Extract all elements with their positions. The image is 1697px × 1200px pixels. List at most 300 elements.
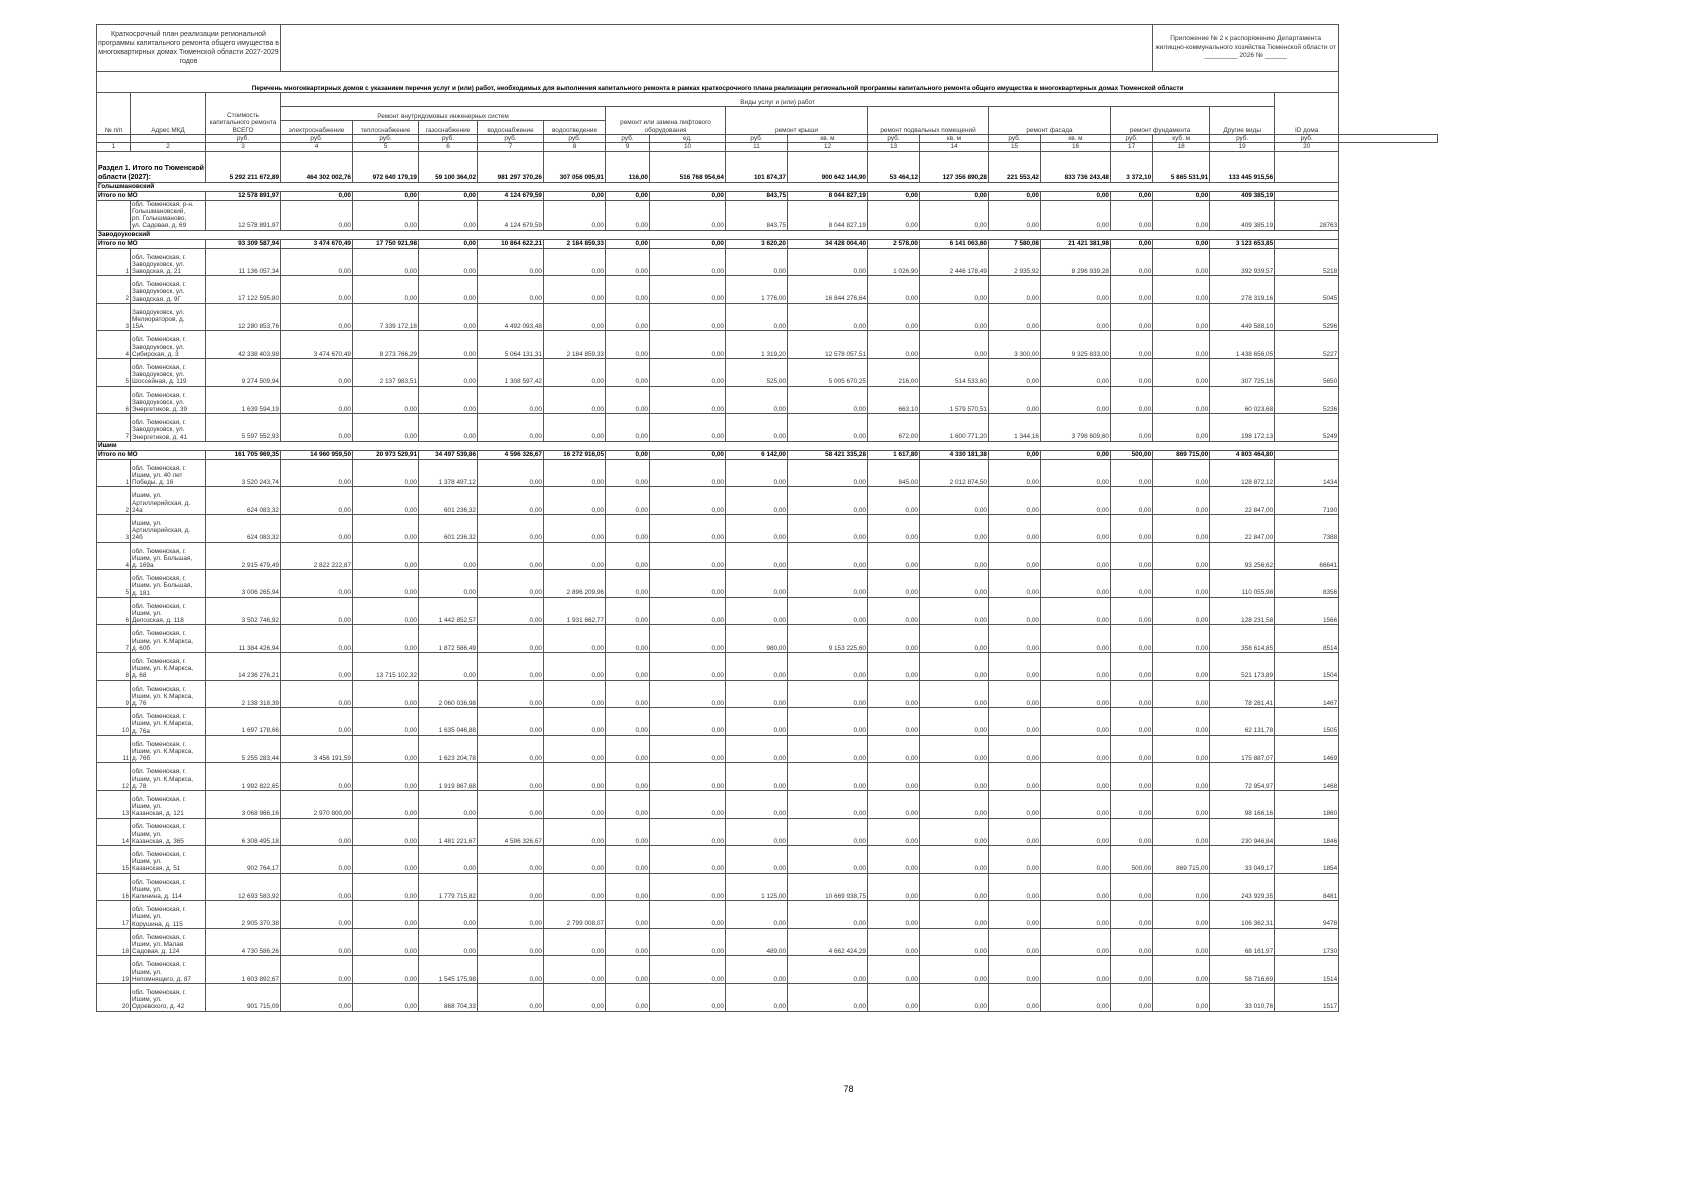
row-value: 0,00 — [1041, 514, 1111, 542]
row-value: 0,00 — [606, 570, 650, 598]
row-address: обл. Тюменская, г. Заводоуковск, ул. Энергетиков, д. 39 — [131, 386, 206, 414]
row-address: обл. Тюменская, г. Ишим, ул. Корушина, д. 115 — [131, 901, 206, 929]
row-value: 489,00 — [726, 928, 788, 956]
row-value: 0,00 — [1153, 303, 1210, 331]
row-address: Ишим, ул. Артиллерийская, д. 24а — [131, 487, 206, 515]
row-value: 0,00 — [606, 928, 650, 956]
row-value: 0,00 — [478, 248, 544, 276]
page-number: 78 — [843, 1084, 854, 1094]
municipality-total-value: 3 620,20 — [726, 239, 788, 248]
row-value: 0,00 — [989, 652, 1041, 680]
row-value: 2 060 036,98 — [419, 680, 478, 708]
row-value: 0,00 — [478, 625, 544, 653]
row-value: 0,00 — [868, 542, 920, 570]
row-value: 2 915 479,49 — [206, 542, 281, 570]
row-value: 0,00 — [606, 459, 650, 487]
row-address: обл. Тюменская, р-н. Голышмановский, рп. Голышманово, ул. Садовая, д. 69 — [131, 200, 206, 230]
row-value: 33 010,76 — [1210, 984, 1275, 1012]
col-num-header: № п/п — [97, 93, 131, 135]
row-house-id: 9478 — [1275, 901, 1339, 929]
row-value: 1 442 852,57 — [419, 597, 478, 625]
row-value: 0,00 — [650, 414, 726, 442]
row-value: 0,00 — [1111, 200, 1153, 230]
row-value: 1 872 586,49 — [419, 625, 478, 653]
row-value: 0,00 — [726, 901, 788, 929]
row-value: 0,00 — [650, 790, 726, 818]
row-value: 0,00 — [989, 846, 1041, 874]
table-row — [97, 763, 1438, 791]
row-value: 0,00 — [606, 331, 650, 359]
column-number-cell: 1 — [97, 143, 131, 151]
row-address: обл. Тюменская, г. Ишим, ул. Калинина, д. 114 — [131, 873, 206, 901]
row-value: 0,00 — [606, 487, 650, 515]
table-row — [97, 514, 1438, 542]
section-total-id — [1275, 151, 1339, 182]
row-value: 0,00 — [1153, 276, 1210, 304]
unit-cell: руб. — [1111, 135, 1153, 143]
table-row — [97, 303, 1438, 331]
row-value: 0,00 — [281, 956, 353, 984]
table-row — [97, 359, 1438, 387]
row-house-id: 5650 — [1275, 359, 1339, 387]
row-value: 3 456 191,59 — [281, 735, 353, 763]
row-value: 0,00 — [1041, 763, 1111, 791]
row-value: 22 847,00 — [1210, 487, 1275, 515]
column-number-cell: 16 — [1041, 143, 1111, 151]
municipality-total-value: 4 596 326,67 — [478, 450, 544, 459]
section-total-value: 101 874,37 — [726, 151, 788, 182]
row-value: 1 623 204,78 — [419, 735, 478, 763]
row-value: 33 049,17 — [1210, 846, 1275, 874]
row-value: 0,00 — [606, 514, 650, 542]
section-total-value: 981 297 370,26 — [478, 151, 544, 182]
row-number: 5 — [97, 359, 131, 387]
table-row — [97, 459, 1438, 487]
row-address: обл. Тюменская, г. Ишим, ул. 40 лет Победы, д. 16 — [131, 459, 206, 487]
row-value: 12 578 891,97 — [206, 200, 281, 230]
table-row — [97, 956, 1438, 984]
municipality-total-value: 0,00 — [281, 191, 353, 200]
municipality-total-value: 34 497 539,86 — [419, 450, 478, 459]
row-value: 0,00 — [650, 200, 726, 230]
row-value: 0,00 — [281, 414, 353, 442]
row-value: 10 669 938,75 — [788, 873, 868, 901]
row-value: 0,00 — [281, 248, 353, 276]
row-address: обл. Тюменская, г. Заводоуковск, ул. Заводская, д. 9Г — [131, 276, 206, 304]
row-address: обл. Тюменская, г. Ишим, ул. Большая, д. 181 — [131, 570, 206, 598]
row-value: 0,00 — [478, 956, 544, 984]
row-value: 0,00 — [281, 386, 353, 414]
row-address: обл. Тюменская, г. Ишим, ул. К.Маркса, д. 68 — [131, 652, 206, 680]
row-value: 0,00 — [1041, 708, 1111, 736]
table-row — [97, 200, 1438, 230]
row-value: 11 136 057,34 — [206, 248, 281, 276]
row-number: 11 — [97, 735, 131, 763]
municipality-total-value: 0,00 — [650, 191, 726, 200]
table-row — [97, 735, 1438, 763]
municipality-total-value: 0,00 — [1111, 191, 1153, 200]
document-sheet — [96, 24, 1438, 1012]
row-value: 0,00 — [868, 873, 920, 901]
municipality-total-value: 843,75 — [726, 191, 788, 200]
row-value: 0,00 — [726, 386, 788, 414]
municipality-total-value: 4 124 679,59 — [478, 191, 544, 200]
col-id-header: ID дома — [1275, 93, 1339, 135]
row-value: 0,00 — [650, 680, 726, 708]
row-value: 0,00 — [920, 928, 989, 956]
section-total-value: 3 372,10 — [1111, 151, 1153, 182]
row-value: 0,00 — [1111, 514, 1153, 542]
row-value: 0,00 — [1111, 984, 1153, 1012]
row-value: 110 055,98 — [1210, 570, 1275, 598]
row-value: 0,00 — [1153, 956, 1210, 984]
row-value: 0,00 — [868, 984, 920, 1012]
row-value: 0,00 — [544, 846, 606, 874]
row-number: 4 — [97, 331, 131, 359]
row-number: 1 — [97, 459, 131, 487]
row-value: 0,00 — [1153, 652, 1210, 680]
row-value: 0,00 — [478, 542, 544, 570]
row-value: 243 929,35 — [1210, 873, 1275, 901]
row-value: 4 662 424,29 — [788, 928, 868, 956]
row-value: 0,00 — [1153, 248, 1210, 276]
row-number: 2 — [97, 487, 131, 515]
row-value: 1 603 892,67 — [206, 956, 281, 984]
row-value: 0,00 — [1041, 542, 1111, 570]
municipality-total-label: Итого по МО — [97, 450, 206, 459]
row-number: 13 — [97, 790, 131, 818]
row-house-id: 1517 — [1275, 984, 1339, 1012]
row-house-id: 1504 — [1275, 652, 1339, 680]
table-row — [97, 597, 1438, 625]
row-value: 0,00 — [606, 276, 650, 304]
column-number-cell: 13 — [868, 143, 920, 151]
row-value: 0,00 — [606, 735, 650, 763]
row-house-id: 7190 — [1275, 487, 1339, 515]
row-value: 0,00 — [788, 542, 868, 570]
row-address: Ишим, ул. Артиллерийская, д. 24б — [131, 514, 206, 542]
row-value: 42 338 403,98 — [206, 331, 281, 359]
row-value: 0,00 — [1111, 597, 1153, 625]
row-value: 0,00 — [788, 248, 868, 276]
row-value: 58 716,69 — [1210, 956, 1275, 984]
table-row — [97, 708, 1438, 736]
row-value: 0,00 — [281, 359, 353, 387]
row-value: 392 939,57 — [1210, 248, 1275, 276]
municipality-total-value: 0,00 — [1041, 450, 1111, 459]
row-value: 1 319,20 — [726, 331, 788, 359]
row-value: 198 172,13 — [1210, 414, 1275, 442]
column-number-cell: 17 — [1111, 143, 1153, 151]
row-value: 0,00 — [353, 487, 419, 515]
row-value: 869 715,00 — [1153, 846, 1210, 874]
table-row — [97, 570, 1438, 598]
row-house-id: 5296 — [1275, 303, 1339, 331]
row-value: 0,00 — [1041, 276, 1111, 304]
row-value: 0,00 — [1041, 386, 1111, 414]
row-value: 0,00 — [1153, 735, 1210, 763]
row-value: 0,00 — [920, 597, 989, 625]
row-value: 0,00 — [788, 570, 868, 598]
row-value: 0,00 — [920, 514, 989, 542]
row-value: 0,00 — [868, 790, 920, 818]
row-house-id: 1514 — [1275, 956, 1339, 984]
municipality-total-value: 0,00 — [1153, 239, 1210, 248]
row-value: 0,00 — [989, 818, 1041, 846]
row-value: 0,00 — [606, 652, 650, 680]
row-value: 14 236 276,21 — [206, 652, 281, 680]
row-value: 0,00 — [1041, 200, 1111, 230]
row-value: 0,00 — [478, 901, 544, 929]
row-value: 0,00 — [868, 680, 920, 708]
row-value: 0,00 — [726, 984, 788, 1012]
row-value: 0,00 — [353, 680, 419, 708]
row-value: 0,00 — [788, 901, 868, 929]
municipality-total-value: 0,00 — [989, 450, 1041, 459]
municipality-total-value: 20 973 529,91 — [353, 450, 419, 459]
row-value: 0,00 — [788, 680, 868, 708]
row-value: 0,00 — [726, 570, 788, 598]
row-value: 0,00 — [788, 763, 868, 791]
municipality-total-value: 0,00 — [650, 450, 726, 459]
row-number: 14 — [97, 818, 131, 846]
row-value: 0,00 — [544, 459, 606, 487]
row-value: 0,00 — [650, 359, 726, 387]
row-value: 0,00 — [606, 790, 650, 818]
row-address: обл. Тюменская, г. Ишим, ул. Большая, д. 169а — [131, 542, 206, 570]
row-value: 4 124 679,59 — [478, 200, 544, 230]
col-basement-header: ремонт подвальных помещений — [868, 107, 989, 135]
row-house-id: 1566 — [1275, 597, 1339, 625]
row-value: 0,00 — [650, 984, 726, 1012]
row-value: 0,00 — [1111, 276, 1153, 304]
row-value: 0,00 — [868, 652, 920, 680]
row-value: 0,00 — [650, 735, 726, 763]
row-house-id: 1860 — [1275, 790, 1339, 818]
row-value: 0,00 — [478, 708, 544, 736]
row-value: 0,00 — [1041, 928, 1111, 956]
row-value: 3 300,00 — [989, 331, 1041, 359]
row-value: 0,00 — [1153, 414, 1210, 442]
row-value: 0,00 — [1153, 790, 1210, 818]
municipality-total-value: 14 960 959,50 — [281, 450, 353, 459]
row-number: 18 — [97, 928, 131, 956]
row-value: 0,00 — [1153, 459, 1210, 487]
internal-systems-header: Ремонт внутридомовых инженерных систем — [281, 107, 606, 121]
row-value: 0,00 — [868, 597, 920, 625]
col-sewer-header: водоотведение — [544, 121, 606, 135]
row-value: 0,00 — [868, 846, 920, 874]
row-value: 0,00 — [788, 846, 868, 874]
row-value: 0,00 — [989, 386, 1041, 414]
row-value: 3 474 670,49 — [281, 331, 353, 359]
municipality-total-id — [1275, 191, 1339, 200]
row-value: 0,00 — [606, 901, 650, 929]
row-value: 0,00 — [1153, 928, 1210, 956]
row-value: 0,00 — [419, 570, 478, 598]
row-value: 0,00 — [1111, 763, 1153, 791]
row-value: 0,00 — [353, 414, 419, 442]
row-house-id: 8514 — [1275, 625, 1339, 653]
row-value: 0,00 — [989, 570, 1041, 598]
row-number: 17 — [97, 901, 131, 929]
municipality-total-value: 8 044 827,19 — [788, 191, 868, 200]
row-value: 128 231,58 — [1210, 597, 1275, 625]
row-value: 6 308 495,18 — [206, 818, 281, 846]
row-value: 0,00 — [1041, 790, 1111, 818]
unit-cell: руб. — [989, 135, 1041, 143]
row-house-id: 5218 — [1275, 248, 1339, 276]
row-value: 0,00 — [544, 763, 606, 791]
row-value: 0,00 — [1111, 680, 1153, 708]
row-value: 0,00 — [419, 652, 478, 680]
row-value: 0,00 — [353, 386, 419, 414]
row-address: обл. Тюменская, г. Ишим, ул. Депозская, д. 118 — [131, 597, 206, 625]
row-address: обл. Тюменская, г. Ишим, ул. К.Маркса, д. 60б — [131, 625, 206, 653]
row-value: 902 764,17 — [206, 846, 281, 874]
row-value: 0,00 — [989, 680, 1041, 708]
row-value: 4 596 326,67 — [478, 818, 544, 846]
column-number-cell: 2 — [131, 143, 206, 151]
row-value: 0,00 — [606, 414, 650, 442]
unit-cell: руб. — [281, 135, 353, 143]
row-value: 0,00 — [281, 708, 353, 736]
row-value: 1 992 822,65 — [206, 763, 281, 791]
row-value: 0,00 — [1041, 680, 1111, 708]
row-value: 0,00 — [1111, 359, 1153, 387]
row-value: 17 122 595,80 — [206, 276, 281, 304]
row-value: 0,00 — [478, 928, 544, 956]
row-value: 1 545 175,98 — [419, 956, 478, 984]
row-value: 0,00 — [544, 790, 606, 818]
row-value: 0,00 — [419, 248, 478, 276]
row-value: 0,00 — [920, 331, 989, 359]
row-value: 0,00 — [544, 735, 606, 763]
row-value: 128 872,12 — [1210, 459, 1275, 487]
row-value: 0,00 — [788, 597, 868, 625]
section-total-value: 307 056 095,91 — [544, 151, 606, 182]
row-value: 0,00 — [281, 487, 353, 515]
row-value: 0,00 — [353, 597, 419, 625]
row-value: 0,00 — [1153, 597, 1210, 625]
row-value: 0,00 — [726, 846, 788, 874]
row-house-id: 7388 — [1275, 514, 1339, 542]
row-value: 0,00 — [1111, 248, 1153, 276]
row-value: 0,00 — [1153, 386, 1210, 414]
row-value: 868 704,33 — [419, 984, 478, 1012]
column-number-cell: 5 — [353, 143, 419, 151]
row-value: 0,00 — [1111, 487, 1153, 515]
row-value: 0,00 — [868, 818, 920, 846]
column-number-cell: 7 — [478, 143, 544, 151]
row-value: 0,00 — [1111, 386, 1153, 414]
row-value: 0,00 — [989, 200, 1041, 230]
section-total-value: 221 553,42 — [989, 151, 1041, 182]
column-number-cell: 14 — [920, 143, 989, 151]
section-total-value: 53 464,12 — [868, 151, 920, 182]
row-value: 0,00 — [650, 652, 726, 680]
col-other-header: Другие виды — [1210, 107, 1275, 135]
row-value: 0,00 — [478, 763, 544, 791]
row-value: 0,00 — [868, 763, 920, 791]
row-value: 278 319,16 — [1210, 276, 1275, 304]
row-value: 0,00 — [788, 514, 868, 542]
municipality-total-value: 6 142,00 — [726, 450, 788, 459]
row-value: 0,00 — [419, 303, 478, 331]
row-number: 6 — [97, 597, 131, 625]
row-value: 0,00 — [1111, 708, 1153, 736]
row-value: 0,00 — [726, 763, 788, 791]
row-number: 7 — [97, 625, 131, 653]
table-row — [97, 331, 1438, 359]
row-value: 0,00 — [726, 708, 788, 736]
row-address: обл. Тюменская, г. Ишим, ул. Казанская, д. 365 — [131, 818, 206, 846]
municipality-total-value: 4 330 181,38 — [920, 450, 989, 459]
row-number: 6 — [97, 386, 131, 414]
unit-cell: руб. — [353, 135, 419, 143]
row-value: 500,00 — [1111, 846, 1153, 874]
unit-cell: кв. м — [920, 135, 989, 143]
row-value: 0,00 — [606, 680, 650, 708]
row-value: 0,00 — [1111, 542, 1153, 570]
row-value: 1 635 046,88 — [419, 708, 478, 736]
municipality-total-value: 16 272 916,05 — [544, 450, 606, 459]
municipality-total-value: 3 474 670,49 — [281, 239, 353, 248]
row-value: 672,00 — [868, 414, 920, 442]
row-value: 0,00 — [1041, 818, 1111, 846]
row-value: 0,00 — [989, 359, 1041, 387]
row-value: 0,00 — [478, 570, 544, 598]
row-value: 0,00 — [1153, 359, 1210, 387]
row-value: 2 138 318,39 — [206, 680, 281, 708]
row-value: 0,00 — [544, 652, 606, 680]
row-value: 0,00 — [606, 984, 650, 1012]
row-house-id: 5249 — [1275, 414, 1339, 442]
municipality-total-label: Итого по МО — [97, 191, 206, 200]
row-value: 0,00 — [544, 414, 606, 442]
municipality-total-value: 34 428 004,40 — [788, 239, 868, 248]
column-numbers-row — [97, 143, 1438, 151]
row-value: 175 887,07 — [1210, 735, 1275, 763]
row-value: 0,00 — [478, 487, 544, 515]
row-value: 0,00 — [868, 901, 920, 929]
row-value: 3 006 265,94 — [206, 570, 281, 598]
col-electric-header: электроснабжение — [281, 121, 353, 135]
row-address: обл. Тюменская, г. Ишим, ул. Казанская, д. 121 — [131, 790, 206, 818]
row-value: 0,00 — [726, 414, 788, 442]
row-value: 0,00 — [478, 386, 544, 414]
row-value: 0,00 — [353, 625, 419, 653]
section-total-value: 516 768 954,64 — [650, 151, 726, 182]
row-value: 0,00 — [353, 873, 419, 901]
unit-cell: руб. — [1210, 135, 1275, 143]
column-number-cell: 8 — [544, 143, 606, 151]
row-value: 0,00 — [419, 901, 478, 929]
row-value: 1 600 771,20 — [920, 414, 989, 442]
row-value: 0,00 — [650, 303, 726, 331]
row-number: 7 — [97, 414, 131, 442]
row-value: 0,00 — [788, 735, 868, 763]
row-value: 0,00 — [1153, 542, 1210, 570]
row-value: 0,00 — [544, 625, 606, 653]
row-address: обл. Тюменская, г. Заводоуковск, ул. Шоссейная, д. 119 — [131, 359, 206, 387]
unit-cell: куб. м — [1153, 135, 1210, 143]
table-row — [97, 846, 1438, 874]
row-value: 0,00 — [1111, 901, 1153, 929]
works-kinds-header: Виды услуг и (или) работ — [281, 93, 1275, 107]
row-value: 0,00 — [868, 625, 920, 653]
row-value: 2 935,92 — [989, 248, 1041, 276]
